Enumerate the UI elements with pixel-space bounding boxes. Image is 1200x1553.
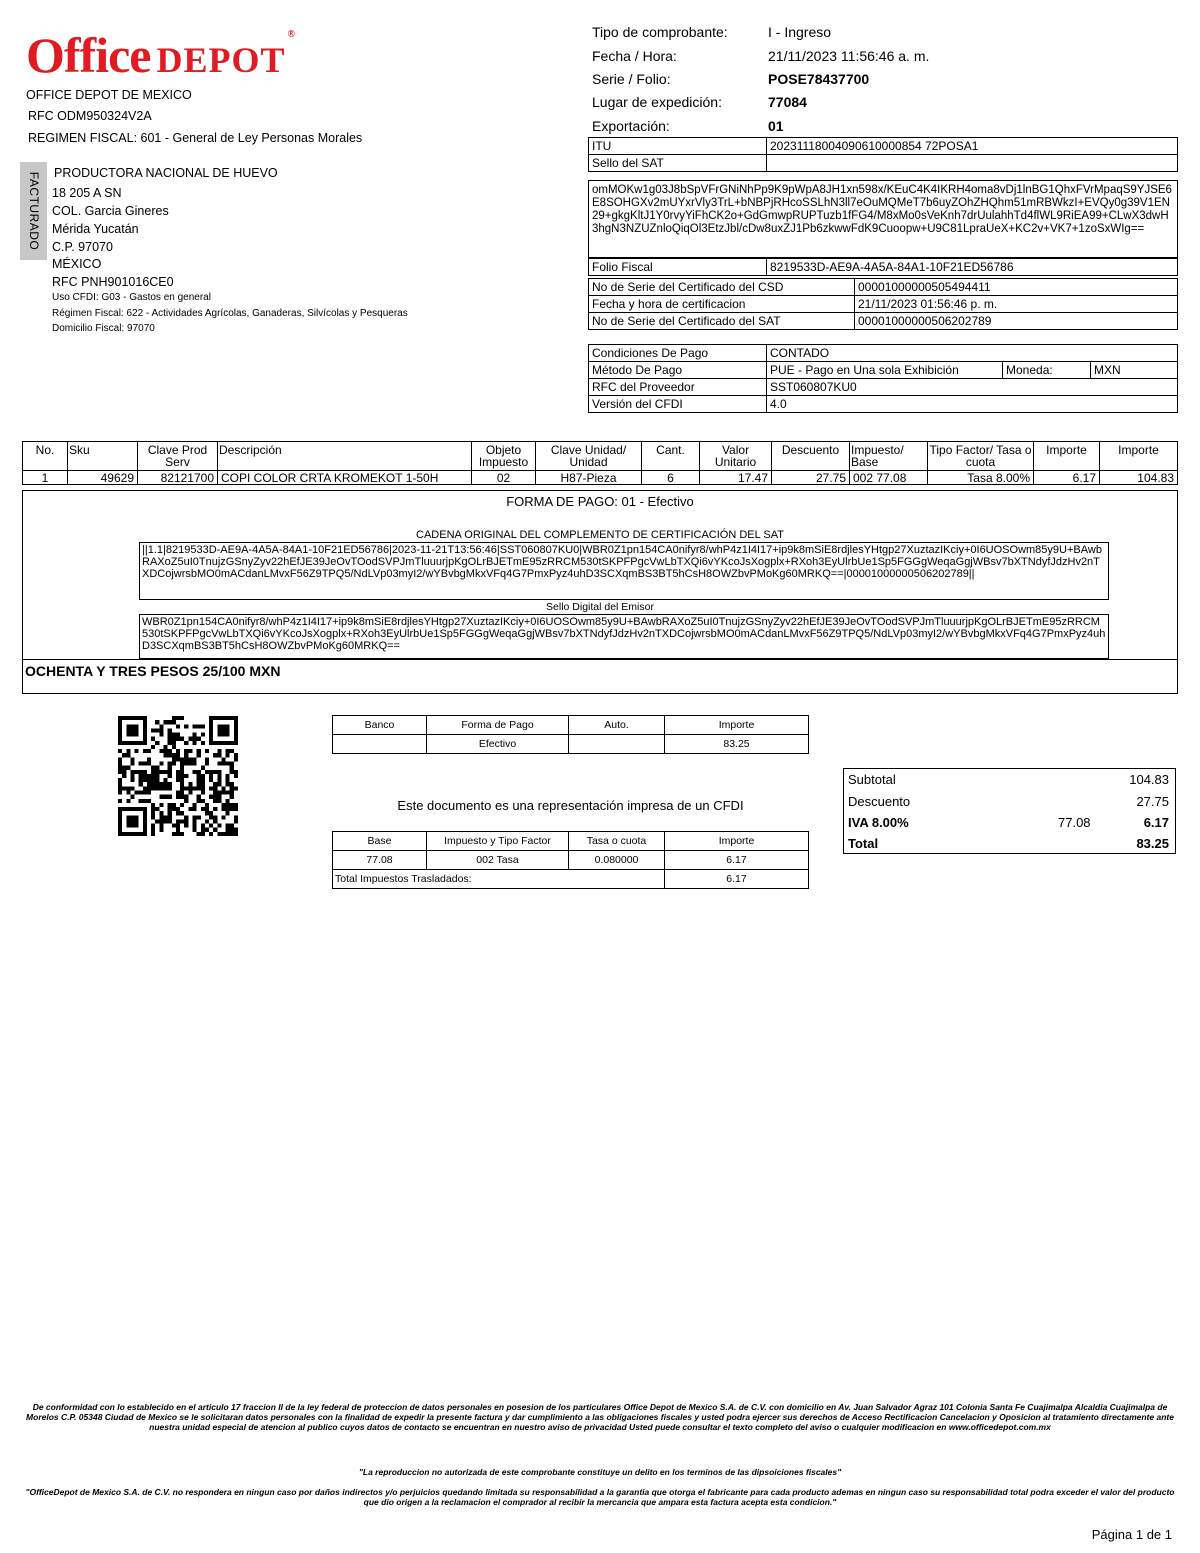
receptor-address2: COL. Garcia Gineres	[52, 204, 169, 218]
lugar-expedicion-label: Lugar de expedición:	[592, 94, 722, 110]
responsabilidad-notice: "OfficeDepot de Mexico S.A. de C.V. no respondera en ningun caso por daños indirectos y/o perjuicios quedando limitada su responsabilidad a la garantia que otorga el fabricante para cada producto ademas en ningun caso su responsabilidad total podra exceder el valor del producto que dio origen a la reclamacion el comprador al recibir la mercancia que ampara esta factura acepta esta condicion."	[25, 1487, 1175, 1507]
fecha-cert-label: Fecha y hora de certificacion	[589, 296, 855, 313]
receptor-address3: Mérida Yucatán	[52, 222, 139, 236]
cert-table	[588, 278, 1178, 330]
moneda-label: Moneda:	[1003, 362, 1091, 379]
descuento-value: 27.75	[1136, 794, 1169, 809]
amount-in-words: OCHENTA Y TRES PESOS 25/100 MXN	[25, 663, 281, 679]
total-label: Total	[848, 836, 879, 851]
tipo-comprobante-label: Tipo de comprobante:	[592, 24, 728, 40]
iva-base: 77.08	[1058, 815, 1091, 830]
condiciones-table	[588, 344, 1178, 413]
total-value: 83.25	[1136, 836, 1169, 851]
qr-code-icon	[118, 716, 238, 836]
table-row: Efectivo 83.25	[333, 735, 809, 754]
fecha-cert-value: 21/11/2023 01:56:46 p. m.	[855, 296, 1178, 313]
items-table	[22, 441, 1178, 485]
impuestos-table: Base Impuesto y Tipo Factor Tasa o cuota Importe 77.08 002 Tasa 0.080000 6.17 Total Impuestos Trasladados: 6.17	[332, 831, 809, 889]
version-label: Versión del CFDI	[589, 396, 767, 413]
fecha-hora-label: Fecha / Hora:	[592, 48, 677, 64]
exportacion-label: Exportación:	[592, 118, 670, 134]
subtotal-label: Subtotal	[848, 772, 896, 787]
sello-emisor-title: Sello Digital del Emisor	[546, 601, 654, 613]
representacion-text: Este documento es una representación impresa de un CFDI	[397, 798, 744, 813]
col-importe2: Importe	[1100, 442, 1178, 471]
col-importe1: Importe	[1034, 442, 1100, 471]
col-descripcion: Descripción	[218, 442, 472, 471]
col-valor: Valor Unitario	[700, 442, 772, 471]
cert-sat-value: 00001000000506202789	[855, 313, 1178, 330]
privacy-notice: De conformidad con lo establecido en el articulo 17 fraccion II de la ley federal de proteccion de datos personales en posesion de los particulares Office Depot de Mexico S.A. de C.V. con domicilio en Av. Juan Salvador Agraz 101 Colonia Santa Fe Cuajimalpa Alcaldia Cuajimalpa de Morelos C.P. 05348 Ciudad de Mexico se le solicitaran datos personales con la finalidad de expedir la presente factura y dar cumplimiento a las obligaciones fiscales y usted podra ejercer sus derechos de Acceso Rectificacion Cancelacion y Oposicion al tratamiento directamente ante nuestra unidad especial de atencion al publico cuyos datos de contacto se encuentran en nuestro aviso de privacidad Usted puede consultar el texto completo del aviso o cualquier modificacion en www.officedepot.com.mx	[26, 1402, 1174, 1432]
cert-sat-label: No de Serie del Certificado del SAT	[589, 313, 855, 330]
col-no: No.	[23, 442, 68, 471]
receptor-cp: C.P. 97070	[52, 240, 113, 254]
forma-pago-line: FORMA DE PAGO: 01 - Efectivo	[506, 494, 694, 509]
receptor-rfc: RFC PNH901016CE0	[52, 275, 174, 289]
emisor-rfc: RFC ODM950324V2A	[28, 109, 152, 123]
rfc-proveedor-value: SST060807KU0	[767, 379, 1178, 396]
pago-table: Banco Forma de Pago Auto. Importe Efectivo 83.25	[332, 715, 809, 754]
receptor-address1: 18 205 A SN	[52, 186, 122, 200]
serie-folio-value: POSE78437700	[768, 71, 870, 87]
tipo-comprobante-value: I - Ingreso	[768, 24, 832, 40]
folio-table	[588, 258, 1178, 276]
table-row: 77.08 002 Tasa 0.080000 6.17	[333, 851, 809, 870]
col-sku: Sku	[68, 442, 138, 471]
moneda-value: MXN	[1091, 362, 1178, 379]
facturado-tab: FACTURADO	[20, 162, 47, 260]
col-cant: Cant.	[642, 442, 700, 471]
cadena-title: CADENA ORIGINAL DEL COMPLEMENTO DE CERTIFICACIÓN DEL SAT	[416, 529, 784, 541]
iva-value: 6.17	[1143, 815, 1169, 830]
cadena-original: ||1.1|8219533D-AE9A-4A5A-84A1-10F21ED56786|2023-11-21T13:56:46|SST060807KU0|WBR0Z1pn154CA0nifyr8/whP4z1I4I17+ip9k8mSiE8rdjlesYHtgp27XuztazIKciy+0I6UOSOwm85y9U+BAwbRAXoZ5uI0TnujzGSnyZyv22hEfJE39JeOvTOodSVPJmTluuurjpKgOLrBJETmE95zRRCM530tSKPFPgcVwLbTXQi6vYKcoJsXogplx+RXoh3EyUlrbUe1Sp5FGGgWeqaGgjWBsv7bXTNdyfJdzHv2nTXDCojwrsbMO0mACdanLMvxF56Z9TPQ5/NdLVp03myI2/wYBvbgMkxVFq4G7PmxPyz4uhD3SCXqmBS3BT5hCsH8OWZbvPMoKg60MRKQ==|00001000000506202789||	[139, 542, 1109, 600]
condiciones-label: Condiciones De Pago	[589, 345, 767, 362]
emisor-regimen: REGIMEN FISCAL: 601 - General de Ley Personas Morales	[28, 131, 363, 145]
totals-box	[843, 768, 1176, 854]
itu-table	[588, 137, 1178, 172]
reproduccion-notice: "La reproduccion no autorizada de este comprobante constituye un delito en los terminos de las dipsoiciones fiscales"	[358, 1467, 842, 1477]
receptor-country: MÉXICO	[52, 257, 102, 271]
receptor-regimen: Régimen Fiscal: 622 - Actividades Agrícolas, Ganaderas, Silvícolas y Pesqueras	[52, 308, 408, 319]
receptor-uso-cfdi: Uso CFDI: G03 - Gastos en general	[52, 292, 211, 303]
itu-label: ITU	[589, 138, 767, 155]
metodo-label: Método De Pago	[589, 362, 767, 379]
col-descuento: Descuento	[772, 442, 850, 471]
folio-fiscal-value: 8219533D-AE9A-4A5A-84A1-10F21ED56786	[767, 259, 1178, 276]
serie-folio-label: Serie / Folio:	[592, 71, 671, 87]
csd-value: 00001000000505494411	[855, 279, 1178, 296]
cadena-section	[22, 490, 1178, 694]
fecha-hora-value: 21/11/2023 11:56:46 a. m.	[768, 48, 930, 64]
sello-sat-value: omMOKw1g03J8bSpVFrGNiNhPp9K9pWpA8JH1xn598x/KEuC4K4IKRH4oma8vDj1lnBG1QhxFVrMpaqS9YJSE6E8SOHGXv2mUYxrVly3TrL+bNBPjRHcoSSLhN3ll7eOuMQMeT7b6uyZOhZHQhm51mRBWkzI+EVQy0g39V1EN29+gkgKltJ1Y0rvyYiFhCK2o+GdGmwpRUPTuzb1fFG4/M8xMo0sVeKnh7drUulahhTd4flWL9RiEA99+CLwX3dwH3hgN3NZUZnloQiqOl3EtzJbl/cDw8uxZJ1Pb6zkwwFdK9Cuoopw+U9C81LpraUeX+KC2v+VK7+1zoSxWIg==	[588, 180, 1178, 258]
col-tipo-factor: Tipo Factor/ Tasa o cuota	[929, 443, 1032, 469]
version-value: 4.0	[767, 396, 1178, 413]
rfc-proveedor-label: RFC del Proveedor	[589, 379, 767, 396]
subtotal-value: 104.83	[1129, 772, 1169, 787]
col-impuesto: Impuesto/ Base	[850, 442, 928, 471]
col-objeto: Objeto Impuesto	[472, 442, 536, 471]
iva-label: IVA 8.00%	[848, 815, 909, 830]
lugar-expedicion-value: 77084	[768, 94, 807, 110]
page-number: Página 1 de 1	[1091, 1527, 1172, 1542]
col-clave-unidad: Clave Unidad/ Unidad	[536, 442, 642, 471]
col-clave-prod: Clave Prod Serv	[138, 442, 218, 471]
folio-fiscal-label: Folio Fiscal	[589, 259, 767, 276]
descuento-label: Descuento	[848, 794, 911, 809]
metodo-value: PUE - Pago en Una sola Exhibición	[767, 362, 1003, 379]
emisor-name: OFFICE DEPOT DE MEXICO	[26, 88, 192, 102]
receptor-domicilio: Domicilio Fiscal: 97070	[52, 323, 155, 334]
sello-emisor: WBR0Z1pn154CA0nifyr8/whP4z1I4I17+ip9k8mSiE8rdjlesYHtgp27XuztazIKciy+0I6UOSOwm85y9U+BAwbRAXoZ5uI0TnujzGSnyZyv22hEfJE39JeOvTOodSVPJmTluuurjpKgOLrBJETmE95zRRCM530tSKPFPgcVwLbTXQi6vYKcoJsXogplx+RXoh3EyUlrbUe1Sp5FGGgWeqaGgjWBsv7bXTNdyfJdzHv2nTXDCojwrsbMO0mACdanLMvxF56Z9TPQ5/NdLVp03myI2/wYBvbgMkxVFq4G7PmxPyz4uhD3SCXqmBS3BT5hCsH8OWZbvPMoKg60MRKQ==	[139, 614, 1109, 659]
table-row: 1 49629 82121700 COPI COLOR CRTA KROMEKOT 1-50H 02 H87-Pieza 6 17.47 27.75 002 77.08 Tasa 8.00% 6.17 104.83	[23, 471, 1178, 485]
csd-label: No de Serie del Certificado del CSD	[589, 279, 855, 296]
sello-sat-label: Sello del SAT	[589, 155, 767, 172]
office-depot-logo: Office DEPOT®	[26, 27, 295, 83]
condiciones-value: CONTADO	[767, 345, 1178, 362]
receptor-name: PRODUCTORA NACIONAL DE HUEVO	[54, 166, 278, 180]
exportacion-value: 01	[768, 118, 784, 134]
itu-value: 20231118004090610000854 72POSA1	[767, 138, 1178, 155]
